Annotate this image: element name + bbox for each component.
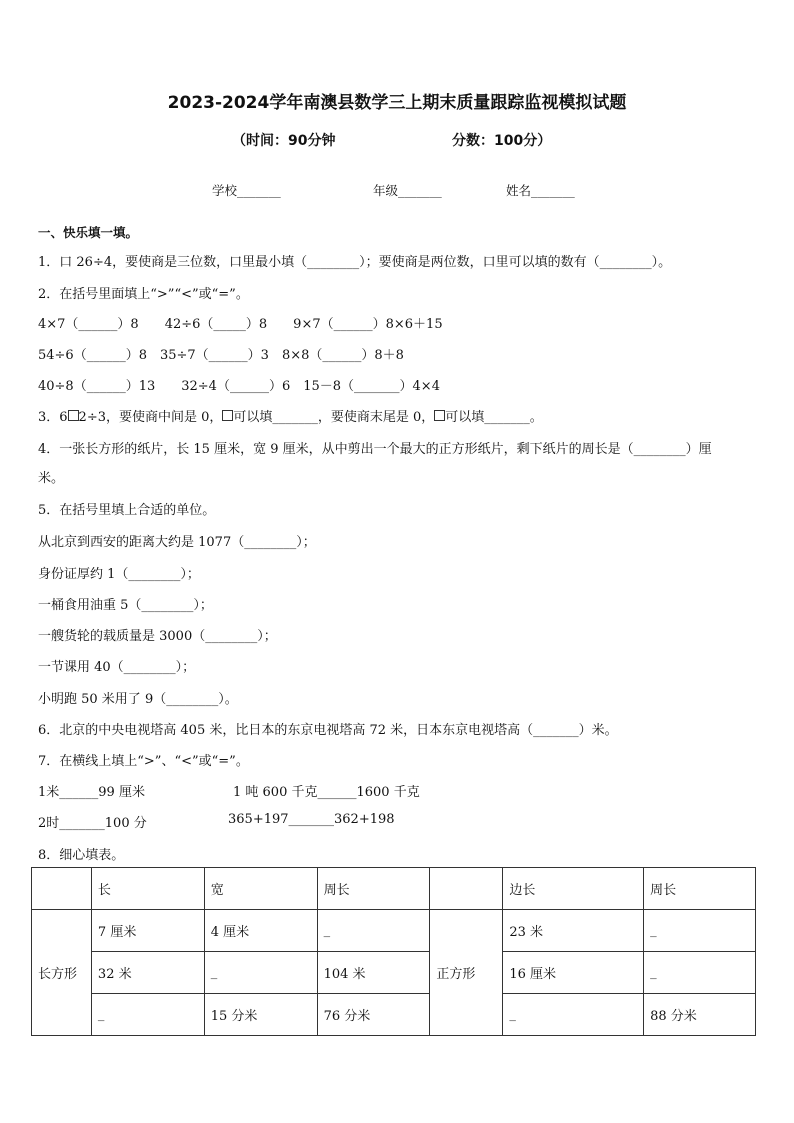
table-header-cell (430, 868, 503, 910)
question-3-part: 2÷3，要使商中间是 0， (78, 410, 223, 425)
question-5-stem: 5．在括号里填上合适的单位。 (38, 503, 216, 518)
question-3 (38, 406, 543, 425)
table-cell: 76 分米 (317, 994, 430, 1036)
table-cell: _ (204, 952, 317, 994)
table-header-cell: 边长 (503, 868, 644, 910)
question-2-stem: 2．在括号里面填上“>”“<”或“=”。 (38, 287, 249, 302)
table-row (32, 910, 756, 952)
question-7-item: 2时_______100 分 (38, 816, 147, 831)
table-cell: 15 分米 (204, 994, 317, 1036)
table-header-cell: 长 (91, 868, 204, 910)
table-cell: 88 分米 (644, 994, 756, 1036)
question-2-row: 4×7（______）8 42÷6（_____）8 9×7（______）8×6＋15 (38, 317, 443, 332)
table-cell: 104 米 (317, 952, 430, 994)
question-5-item: 小明跑 50 米用了 9（________）。 (38, 692, 238, 707)
question-5-item: 从北京到西安的距离大约是 1077（________）； (38, 535, 316, 550)
question-3-part: 可以填_______，要使商末尾是 0， (233, 410, 435, 425)
name-field: 姓名_______ (506, 183, 575, 198)
table-header-cell: 周长 (317, 868, 430, 910)
section-heading: 一、快乐填一填。 (38, 225, 139, 240)
table-cell: _ (91, 994, 204, 1036)
question-2-row: 40÷8（______）13 32÷4（______）6 15－8（_______）4×4 (38, 379, 440, 394)
question-7-item: 1米______99 厘米 (38, 785, 145, 800)
square-label: 正方形 (430, 910, 503, 1036)
table-header-cell: 宽 (204, 868, 317, 910)
table-header-cell: 周长 (644, 868, 756, 910)
question-3-part: 可以填_______。 (445, 410, 543, 425)
question-1: 1．口 26÷4，要使商是三位数，口里最小填（________）；要使商是两位数，口里可以填的数有（________）。 (38, 255, 672, 270)
question-7-item: 1 吨 600 千克______1600 千克 (233, 785, 420, 800)
rectangle-label: 长方形 (32, 910, 92, 1036)
blank-box-icon (434, 410, 445, 421)
page-title: 2023-2024学年南澳县数学三上期末质量跟踪监视模拟试题 (167, 93, 627, 113)
table-cell: 32 米 (91, 952, 204, 994)
table-cell: 4 厘米 (204, 910, 317, 952)
table-row (32, 952, 756, 994)
question-7-item: 365+197_______362+198 (228, 812, 395, 827)
question-4-line: 米。 (38, 471, 65, 486)
table-cell: _ (503, 994, 644, 1036)
table-cell: 23 米 (503, 910, 644, 952)
question-5-item: 一艘货轮的载质量是 3000（________）； (38, 629, 277, 644)
table-cell: 7 厘米 (91, 910, 204, 952)
table-cell: _ (644, 952, 756, 994)
table-cell: _ (644, 910, 756, 952)
table-row (32, 994, 756, 1036)
exam-time: （时间：90分钟 (232, 133, 336, 149)
fill-table (31, 867, 756, 1036)
table-cell: 16 厘米 (503, 952, 644, 994)
school-field: 学校_______ (212, 183, 281, 198)
blank-box-icon (222, 410, 233, 421)
question-5-item: 一桶食用油重 5（________）； (38, 598, 213, 613)
question-5-item: 一节课用 40（________）； (38, 660, 196, 675)
grade-field: 年级_______ (373, 183, 442, 198)
question-3-part: 3．6 (38, 410, 68, 425)
question-8-stem: 8．细心填表。 (38, 848, 125, 863)
question-4-line: 4．一张长方形的纸片，长 15 厘米，宽 9 厘米，从中剪出一个最大的正方形纸片，剩下纸片的周长是（________）厘 (38, 442, 712, 457)
blank-box-icon (68, 410, 79, 421)
table-cell: _ (317, 910, 430, 952)
table-header-row (32, 868, 756, 910)
question-2-row: 54÷6（______）8 35÷7（______）3 8×8（______）8＋8 (38, 348, 404, 363)
question-5-item: 身份证厚约 1（________）； (38, 567, 200, 582)
exam-score: 分数：100分） (452, 133, 552, 149)
question-6: 6．北京的中央电视塔高 405 米，比日本的东京电视塔高 72 米，日本东京电视塔高（_______）米。 (38, 723, 618, 738)
table-header-cell (32, 868, 92, 910)
question-7-stem: 7．在横线上填上“>”、“<”或“=”。 (38, 754, 249, 769)
